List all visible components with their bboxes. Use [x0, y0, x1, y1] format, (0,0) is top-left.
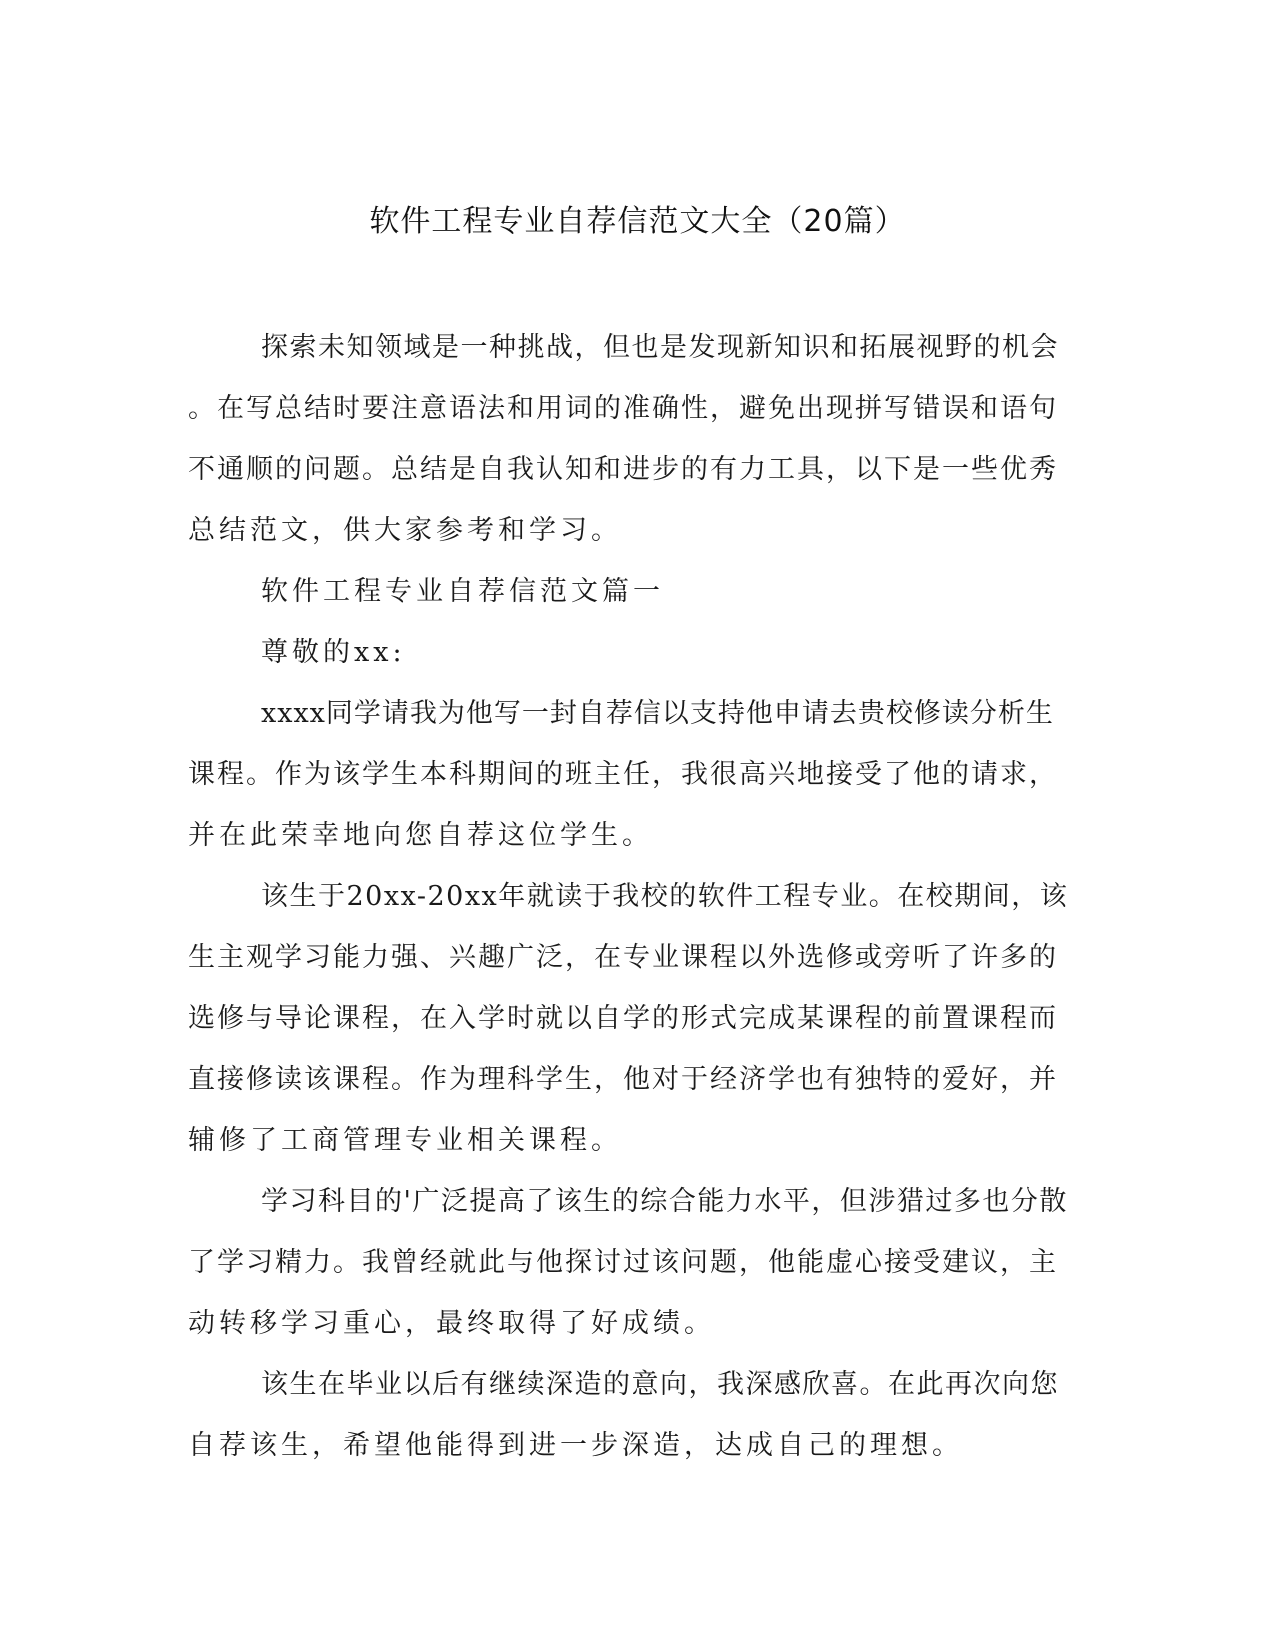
text-line: 自荐该生，希望他能得到进一步深造，达成自己的理想。 — [188, 1430, 963, 1461]
text-line: 课程。作为该学生本科期间的班主任，我很高兴地接受了他的请求， — [188, 759, 1058, 790]
text-line: 总结范文，供大家参考和学习。 — [188, 515, 622, 546]
text-line: 选修与导论课程，在入学时就以自学的形式完成某课程的前置课程而 — [188, 1003, 1058, 1034]
text-line: 直接修读该课程。作为理科学生，他对于经济学也有独特的爱好，并 — [188, 1064, 1058, 1095]
text-line: 不通顺的问题。总结是自我认知和进步的有力工具，以下是一些优秀 — [188, 454, 1058, 485]
text-line: 该生在毕业以后有继续深造的意向，我深感欣喜。在此再次向您 — [261, 1369, 1059, 1400]
text-line: 。在写总结时要注意语法和用词的准确性，避免出现拼写错误和语句 — [188, 393, 1058, 424]
text-line: 生主观学习能力强、兴趣广泛，在专业课程以外选修或旁听了许多的 — [188, 942, 1058, 973]
text-line: 辅修了工商管理专业相关课程。 — [188, 1125, 622, 1156]
text-line: 学习科目的'广泛提高了该生的综合能力水平，但涉猎过多也分散 — [261, 1186, 1068, 1217]
text-line: 探索未知领域是一种挑战，但也是发现新知识和拓展视野的机会 — [261, 332, 1059, 363]
document-title: 软件工程专业自荐信范文大全（20篇） — [369, 204, 906, 239]
text-line: 动转移学习重心，最终取得了好成绩。 — [188, 1308, 715, 1339]
text-line: 并在此荣幸地向您自荐这位学生。 — [188, 820, 653, 851]
text-line: xxxx同学请我为他写一封自荐信以支持他申请去贵校修读分析生 — [261, 698, 1054, 729]
text-line: 尊敬的xx: — [261, 637, 406, 668]
text-line: 了学习精力。我曾经就此与他探讨过该问题，他能虚心接受建议，主 — [188, 1247, 1058, 1278]
text-line: 该生于20xx-20xx年就读于我校的软件工程专业。在校期间，该 — [261, 881, 1069, 912]
document-body — [188, 328, 1068, 1487]
text-line: 软件工程专业自荐信范文篇一 — [261, 576, 664, 607]
